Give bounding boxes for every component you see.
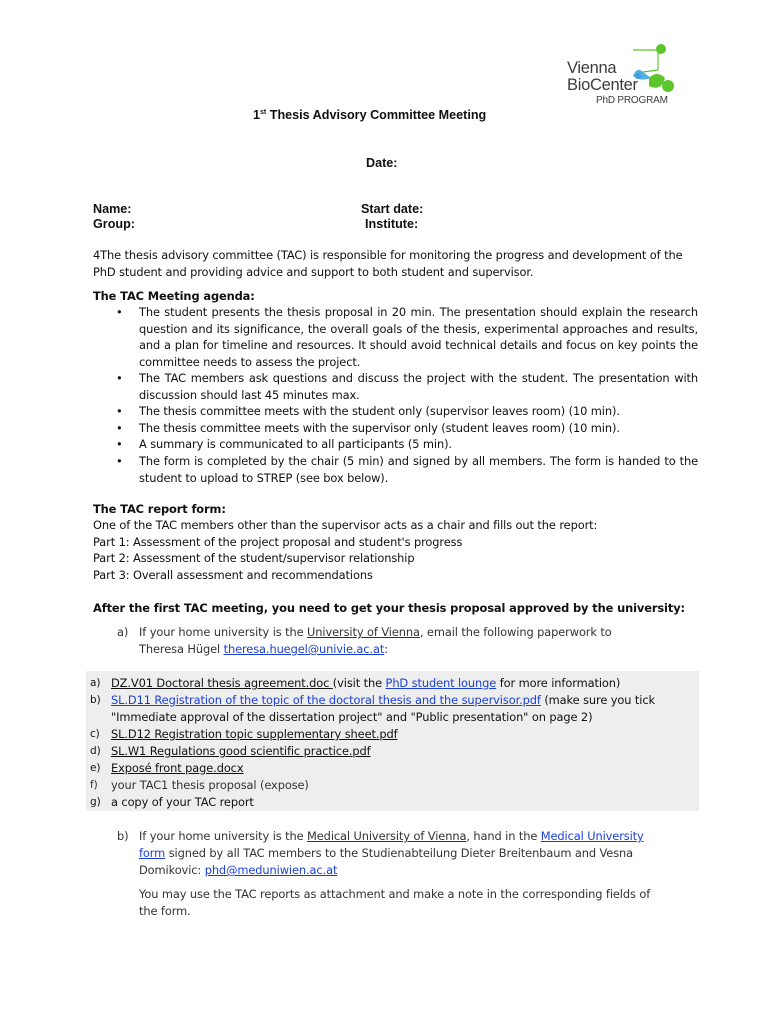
item-text: your TAC1 thesis proposal (expose) — [111, 778, 309, 792]
bullet-icon: • — [116, 305, 123, 319]
item-letter: d) — [90, 745, 101, 757]
date-label: Date: — [366, 156, 398, 170]
email-link-meduniwien[interactable]: phd@meduniwien.ac.at — [204, 863, 338, 877]
option-b-letter: b) — [117, 829, 129, 843]
option-b-note-line2: the form. — [139, 904, 191, 918]
logo-text-biocenter: BioCenter — [567, 76, 638, 94]
report-form-line: Part 3: Overall assessment and recommendations — [93, 568, 373, 582]
title-number: 1 — [253, 108, 261, 122]
group-label: Group: — [93, 217, 135, 231]
item-text: a copy of your TAC report — [111, 795, 254, 809]
logo-text-phd-program: PhD PROGRAM — [596, 95, 668, 106]
agenda-item-text: The student presents the thesis proposal in 20 min. The presentation should explain the research question and its significance, the overall goals of the thesis, experimental approaches and results, and a plan for timeline and resources. It should avoid technical details and focus on key points the committee needs to assess the project. — [139, 305, 698, 369]
report-form-line: One of the TAC members other than the supervisor acts as a chair and fills out the report: — [93, 518, 598, 532]
option-b-line3-pre: Domikovic: — [139, 863, 205, 877]
approval-heading: After the first TAC meeting, you need to get your thesis proposal approved by the university: — [93, 601, 685, 615]
medical-university-form-link[interactable]: Medical University — [540, 829, 644, 843]
item-text-mid: (visit the — [332, 676, 386, 690]
start-date-label: Start date: — [361, 202, 424, 216]
item-letter: b) — [90, 694, 101, 706]
agenda-item — [116, 420, 698, 437]
option-a-pre: If your home university is the — [139, 625, 308, 639]
option-a-letter: a) — [117, 625, 129, 639]
item-text-post: for more information) — [496, 676, 621, 690]
institute-label: Institute: — [365, 217, 419, 231]
registration-topic-link[interactable]: SL.D11 Registration of the topic of the doctoral thesis and the supervisor.pdf — [111, 693, 541, 707]
form-link[interactable]: form — [139, 846, 166, 860]
item-text-line2: "Immediate approval of the dissertation project" and "Public presentation" on page 2) — [111, 710, 593, 724]
item-letter: f) — [90, 779, 98, 791]
supplementary-sheet-link[interactable]: SL.D12 Registration topic supplementary sheet.pdf — [111, 727, 398, 741]
option-b-pre: If your home university is the — [139, 829, 308, 843]
option-b-mid: , hand in the — [466, 829, 541, 843]
title-sup: st — [260, 109, 267, 116]
bullet-icon: • — [116, 454, 123, 468]
report-form-line: Part 2: Assessment of the student/supervisor relationship — [93, 551, 415, 565]
item-letter: a) — [90, 677, 101, 689]
agenda-item — [116, 403, 698, 420]
option-b-note-line1: You may use the TAC reports as attachment and make a note in the corresponding fields of — [139, 887, 651, 901]
bullet-icon: • — [116, 437, 123, 451]
option-b-line3 — [139, 862, 337, 879]
agenda-item — [116, 453, 698, 486]
agenda-heading: The TAC Meeting agenda: — [93, 289, 255, 303]
agenda-item — [116, 370, 698, 403]
option-b-line2-text: signed by all TAC members to the Studienabteilung Dieter Breitenbaum and Vesna — [165, 846, 634, 860]
contact-name: Theresa Hügel — [139, 642, 224, 656]
option-a-mid: , email the following paperwork to — [419, 625, 612, 639]
agenda-item — [116, 304, 698, 370]
item-letter: c) — [90, 728, 100, 740]
phd-student-lounge-link[interactable]: PhD student lounge — [385, 676, 497, 690]
option-b-line1 — [139, 828, 709, 845]
report-form-line: Part 1: Assessment of the project proposal and student's progress — [93, 535, 463, 549]
agenda-item-text: A summary is communicated to all participants (5 min). — [139, 437, 452, 451]
option-a-line2 — [139, 641, 388, 658]
item-letter: e) — [90, 762, 101, 774]
page-title — [253, 108, 486, 122]
logo-text-vienna: Vienna — [567, 59, 617, 77]
option-a-text — [139, 624, 699, 641]
item-text — [111, 692, 701, 709]
title-text: Thesis Advisory Committee Meeting — [266, 108, 487, 122]
bullet-icon: • — [116, 421, 123, 435]
item-text — [111, 675, 701, 692]
university-of-vienna-link[interactable]: University of Vienna — [307, 625, 420, 639]
vienna-biocenter-logo — [565, 42, 680, 112]
report-form-heading: The TAC report form: — [93, 502, 226, 516]
email-link-univie[interactable]: theresa.huegel@univie.ac.at — [223, 642, 385, 656]
agenda-item — [116, 436, 698, 453]
item-letter: g) — [90, 796, 101, 808]
bullet-icon: • — [116, 404, 123, 418]
name-label: Name: — [93, 202, 132, 216]
option-a-end: : — [384, 642, 388, 656]
regulations-link[interactable]: SL.W1 Regulations good scientific practice.pdf — [111, 744, 371, 758]
agenda-item-text: The TAC members ask questions and discuss the project with the student. The presentation with discussion should last 45 minutes max. — [139, 371, 698, 402]
item-text-post: (make sure you tick — [540, 693, 656, 707]
doc-thesis-agreement[interactable]: DZ.V01 Doctoral thesis agreement.doc — [111, 676, 333, 690]
bullet-icon: • — [116, 371, 123, 385]
agenda-item-text: The thesis committee meets with the student only (supervisor leaves room) (10 min). — [139, 404, 620, 418]
option-b-line2 — [139, 845, 709, 862]
agenda-item-text: The form is completed by the chair (5 min) and signed by all members. The form is handed to the student to upload to STREP (see box below). — [139, 454, 698, 485]
intro-paragraph: 4The thesis advisory committee (TAC) is responsible for monitoring the progress and development of the PhD student and providing advice and support to both student and supervisor. — [93, 248, 683, 279]
agenda-list — [93, 304, 703, 494]
agenda-item-text: The thesis committee meets with the supervisor only (student leaves room) (10 min). — [139, 421, 620, 435]
medical-university-link[interactable]: Medical University of Vienna — [307, 829, 467, 843]
expose-front-page-link[interactable]: Exposé front page.docx — [111, 761, 244, 775]
